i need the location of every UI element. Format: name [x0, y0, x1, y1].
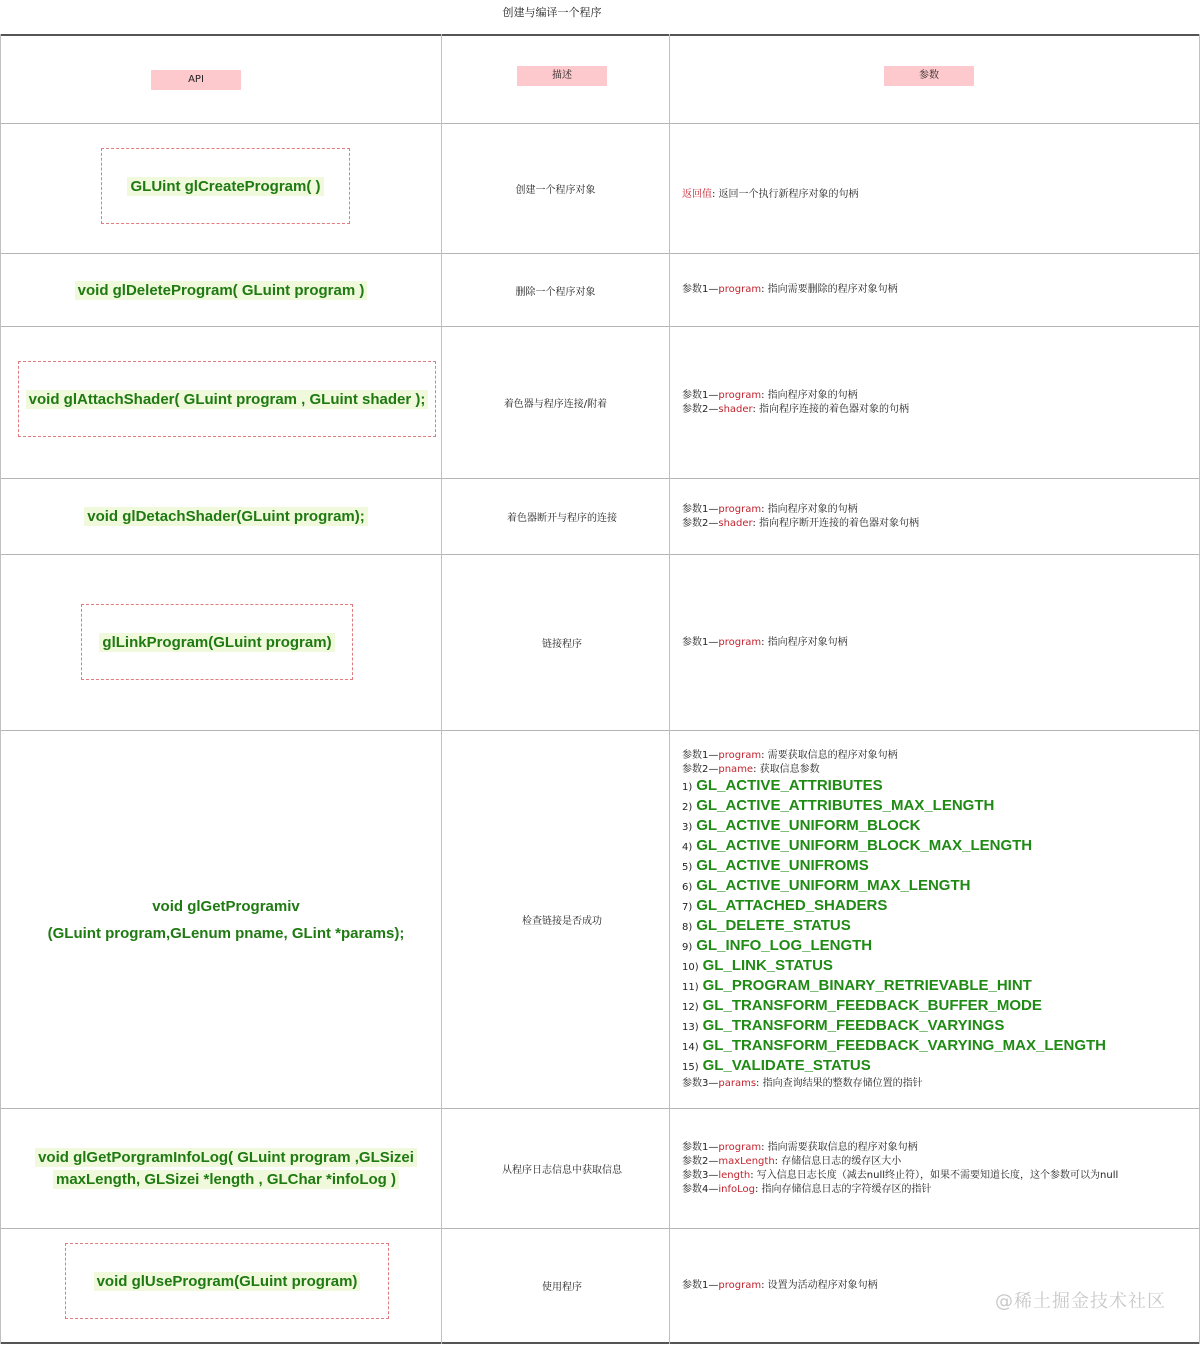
enum-item: 10) GL_LINK_STATUS	[682, 956, 833, 974]
api-signature: void glGetPorgramInfoLog( GLuint program ,GLSizei	[35, 1148, 417, 1167]
param-line: 参数1—program: 指向程序对象句柄	[682, 636, 848, 648]
return-text: : 返回一个执行新程序对象的句柄	[712, 188, 859, 200]
enum-item: 9) GL_INFO_LOG_LENGTH	[682, 936, 873, 954]
enum-item: 11) GL_PROGRAM_BINARY_RETRIEVABLE_HINT	[682, 976, 1032, 994]
watermark: @稀土掘金技术社区	[995, 1291, 1166, 1312]
enum-item: 3) GL_ACTIVE_UNIFORM_BLOCK	[682, 816, 921, 834]
description: 删除一个程序对象	[515, 286, 596, 298]
api-box	[65, 1243, 389, 1319]
param-line: 参数2—shader: 指向程序连接的着色器对象的句柄	[682, 403, 910, 415]
param-line: 参数1—program: 设置为活动程序对象句柄	[682, 1279, 878, 1291]
param-line: 参数1—program: 指向需要获取信息的程序对象句柄	[682, 1141, 918, 1153]
api-signature: void glDeleteProgram( GLuint program )	[75, 281, 368, 300]
header-desc-tag: 描述	[517, 66, 607, 86]
param-line: 参数1—program: 指向程序对象的句柄	[682, 389, 858, 401]
description: 着色器断开与程序的连接	[507, 513, 617, 524]
param-cell	[670, 327, 1199, 478]
description: 从程序日志信息中获取信息	[502, 1165, 622, 1176]
param-cell	[670, 555, 1199, 730]
api-signature-args: (GLuint program,GLenum pname, GLint *params);	[47, 924, 405, 942]
api-signature: glLinkProgram(GLuint program)	[99, 633, 334, 652]
description: 着色器与程序连接/附着	[503, 399, 608, 410]
enum-item: 2) GL_ACTIVE_ATTRIBUTES_MAX_LENGTH	[682, 796, 995, 814]
param-line: 参数1—program: 指向程序对象的句柄	[682, 503, 858, 515]
enum-item: 13) GL_TRANSFORM_FEEDBACK_VARYINGS	[682, 1016, 1005, 1034]
param-line: 参数2—pname: 获取信息参数	[682, 763, 820, 775]
description: 创建一个程序对象	[515, 185, 596, 196]
param-cell	[670, 124, 1199, 253]
header-api-tag: API	[151, 70, 241, 90]
param-line: 参数3—params: 指向查询结果的整数存储位置的指针	[682, 1077, 923, 1089]
api-signature: void glAttachShader( GLuint program , GLuint shader );	[26, 390, 429, 409]
api-box	[101, 148, 350, 224]
return-label: 返回值	[682, 188, 712, 200]
param-cell	[670, 1109, 1199, 1228]
param-line: 参数3—length: 写入信息日志长度（减去null终止符），如果不需要知道长度，这个参数可以为null	[682, 1169, 1119, 1181]
api-signature-args: maxLength, GLSizei *length , GLChar *infoLog )	[53, 1170, 399, 1189]
param-line: 参数1—program: 需要获取信息的程序对象句柄	[682, 749, 898, 761]
description: 链接程序	[542, 639, 582, 650]
api-box	[81, 604, 353, 680]
api-signature: void glGetProgramiv	[152, 897, 300, 915]
api-signature: GLUint glCreateProgram( )	[127, 177, 323, 196]
param-cell	[670, 731, 1199, 1108]
enum-item: 14) GL_TRANSFORM_FEEDBACK_VARYING_MAX_LENGTH	[682, 1036, 1107, 1054]
enum-item: 4) GL_ACTIVE_UNIFORM_BLOCK_MAX_LENGTH	[682, 836, 1033, 854]
description: 使用程序	[542, 1282, 582, 1293]
param-cell	[670, 254, 1199, 326]
api-signature: void glUseProgram(GLuint program)	[94, 1272, 361, 1291]
enum-item: 1) GL_ACTIVE_ATTRIBUTES	[682, 776, 883, 794]
api-box	[18, 361, 436, 437]
enum-item: 15) GL_VALIDATE_STATUS	[682, 1056, 871, 1074]
description: 检查链接是否成功	[522, 916, 602, 927]
enum-item: 7) GL_ATTACHED_SHADERS	[682, 896, 888, 914]
param-cell	[670, 479, 1199, 554]
return-line	[682, 188, 859, 202]
param-line: 参数1—program: 指向需要删除的程序对象句柄	[682, 284, 898, 295]
api-signature: void glDetachShader(GLuint program);	[84, 507, 368, 526]
enum-item: 6) GL_ACTIVE_UNIFORM_MAX_LENGTH	[682, 876, 971, 894]
param-line: 参数2—maxLength: 存储信息日志的缓存区大小	[682, 1155, 902, 1167]
param-line: 参数4—infoLog: 指向存储信息日志的字符缓存区的指针	[682, 1183, 932, 1195]
enum-item: 8) GL_DELETE_STATUS	[682, 916, 851, 934]
header-param-tag: 参数	[884, 66, 974, 86]
page-title: 创建与编译一个程序	[502, 6, 602, 19]
param-cell	[670, 1229, 1199, 1342]
param-line: 参数2—shader: 指向程序断开连接的着色器对象句柄	[682, 517, 920, 529]
enum-item: 5) GL_ACTIVE_UNIFROMS	[682, 856, 869, 874]
api-table	[0, 34, 1200, 1344]
enum-item: 12) GL_TRANSFORM_FEEDBACK_BUFFER_MODE	[682, 996, 1042, 1014]
